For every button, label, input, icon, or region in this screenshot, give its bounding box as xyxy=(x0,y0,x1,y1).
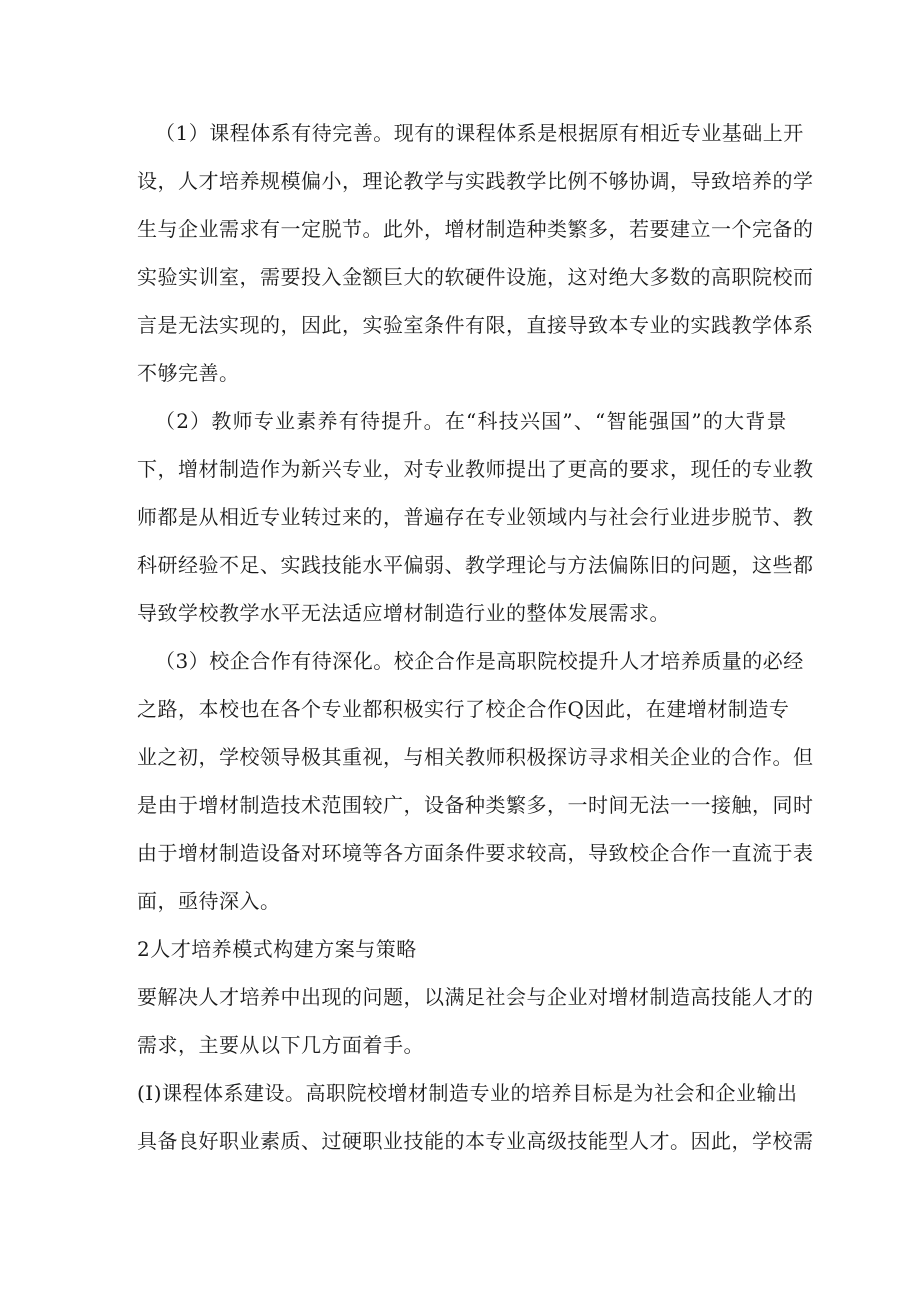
paragraph-1-line-1: （1）课程体系有待完善。现有的课程体系是根据原有相近专业基础上开 xyxy=(155,121,804,145)
paragraph-1-line-4: 实验实训室，需要投入金额巨大的软硬件设施，这对绝大多数的高职院校而 xyxy=(137,265,814,289)
paragraph-5-line-1: (I)课程体系建设。高职院校增材制造专业的培养目标是为社会和企业输出 xyxy=(137,1081,798,1105)
paragraph-3-line-4: 是由于增材制造技术范围较广，设备种类繁多，一时间无法一一接触，同时 xyxy=(137,793,814,817)
paragraph-2-line-4: 科研经验不足、实践技能水平偏弱、教学理论与方法偏陈旧的问题，这些都 xyxy=(137,553,814,577)
paragraph-1-line-2: 设，人才培养规模偏小，理论教学与实践教学比例不够协调，导致培养的学 xyxy=(137,169,814,193)
paragraph-4-line-2: 需求，主要从以下几方面着手。 xyxy=(137,1033,424,1057)
paragraph-2-line-1: （2）教师专业素养有待提升。在“科技兴国”、“智能强国”的大背景 xyxy=(155,409,787,433)
paragraph-3-line-2: 之路，本校也在各个专业都积极实行了校企合作Q因此，在建增材制造专 xyxy=(137,697,790,721)
paragraph-3-line-5: 由于增材制造设备对环境等各方面条件要求较高，导致校企合作一直流于表 xyxy=(137,841,814,865)
paragraph-3-line-3: 业之初，学校领导极其重视，与相关教师积极探访寻求相关企业的合作。但 xyxy=(137,745,814,769)
paragraph-1-line-5: 言是无法实现的，因此，实验室条件有限，直接导致本专业的实践教学体系 xyxy=(137,313,814,337)
paragraph-3-line-1: （3）校企合作有待深化。校企合作是高职院校提升人才培养质量的必经 xyxy=(155,649,804,673)
paragraph-1-line-6: 不够完善。 xyxy=(137,361,240,385)
section-heading: 2人才培养模式构建方案与策略 xyxy=(137,937,417,961)
paragraph-4-line-1: 要解决人才培养中出现的问题，以满足社会与企业对增材制造高技能人才的 xyxy=(137,985,814,1009)
paragraph-2-line-5: 导致学校教学水平无法适应增材制造行业的整体发展需求。 xyxy=(137,601,670,625)
paragraph-2-line-2: 下，增材制造作为新兴专业，对专业教师提出了更高的要求，现任的专业教 xyxy=(137,457,814,481)
paragraph-2-line-3: 师都是从相近专业转过来的，普遍存在专业领域内与社会行业进步脱节、教 xyxy=(137,505,814,529)
paragraph-1-line-3: 生与企业需求有一定脱节。此外，增材制造种类繁多，若要建立一个完备的 xyxy=(137,217,814,241)
paragraph-3-line-6: 面，亟待深入。 xyxy=(137,889,281,913)
paragraph-5-line-2: 具备良好职业素质、过硬职业技能的本专业高级技能型人才。因此，学校需 xyxy=(137,1129,814,1153)
